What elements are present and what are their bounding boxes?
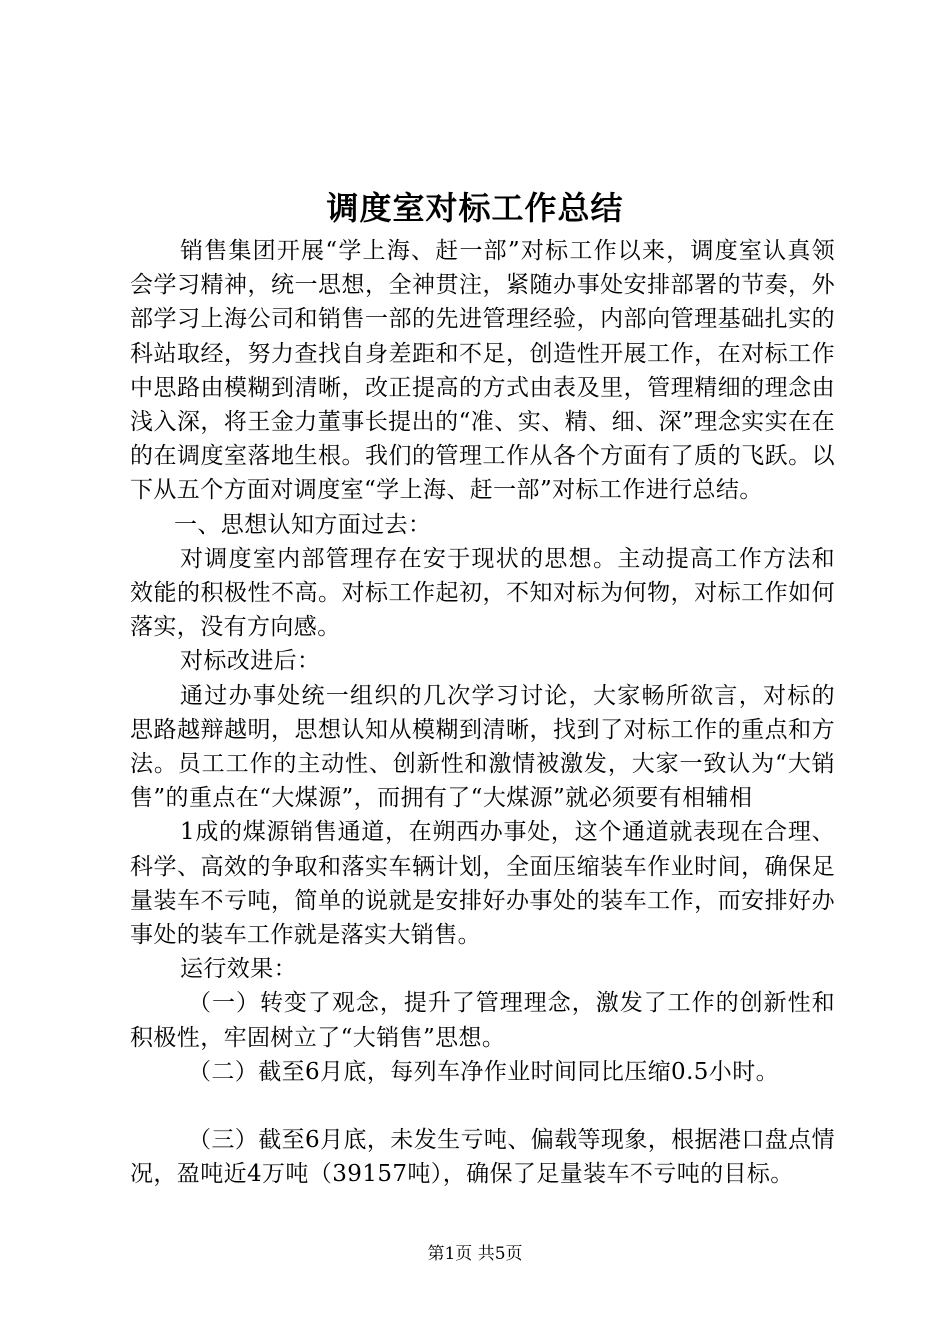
subheading-results: 运行效果： xyxy=(180,956,297,983)
document-body xyxy=(130,234,835,1191)
paragraph-channel: 1成的煤源销售通道，在朔西办事处，这个通道就表现在合理、科学、高效的争取和落实车辆计划，全面压缩装车作业时间，确保足量装车不亏吨，简单的说就是安排好办事处的装车工作，而安排好办事处的装车工作就是落实大销售。 xyxy=(130,819,835,949)
section-heading-thinking: 一、思想认知方面过去： xyxy=(174,511,432,538)
subheading-after-improvement: 对标改进后： xyxy=(180,648,321,675)
paragraph-gap xyxy=(130,1089,835,1123)
paragraph-improvement: 通过办事处统一组织的几次学习讨论，大家畅所欲言，对标的思路越辩越明，思想认知从模糊到清晰，找到了对标工作的重点和方法。员工工作的主动性、创新性和激情被激发，大家一致认为“大销售”的重点在“大煤源”，而拥有了“大煤源”就必须要有相辅相 xyxy=(130,682,835,812)
page-footer: 第1页 共5页 xyxy=(427,1244,523,1264)
paragraph-past: 对调度室内部管理存在安于现状的思想。主动提高工作方法和效能的积极性不高。对标工作起初，不知对标为何物，对标工作如何落实，没有方向感。 xyxy=(130,545,835,641)
result-item-3: （三）截至6月底，未发生亏吨、偏载等现象，根据港口盘点情况，盈吨近4万吨（39157吨），确保了足量装车不亏吨的目标。 xyxy=(130,1127,835,1188)
paragraph-intro: 销售集团开展“学上海、赶一部”对标工作以来，调度室认真领会学习精神，统一思想，全神贯注，紧随办事处安排部署的节奏，外部学习上海公司和销售一部的先进管理经验，内部向管理基础扎实的科站取经，努力查找自身差距和不足，创造性开展工作，在对标工作中思路由模糊到清晰，改正提高的方式由表及里，管理精细的理念由浅入深，将王金力董事长提出的“准、实、精、细、深”理念实实在在的在调度室落地生根。我们的管理工作从各个方面有了质的飞跃。以下从五个方面对调度室“学上海、赶一部”对标工作进行总结。 xyxy=(130,238,835,504)
result-item-2: （二）截至6月底，每列车净作业时间同比压缩0.5小时。 xyxy=(188,1058,780,1085)
document-title: 调度室对标工作总结 xyxy=(326,189,624,227)
result-item-1: （一）转变了观念，提升了管理理念，激发了工作的创新性和积极性，牢固树立了“大销售”思想。 xyxy=(130,990,835,1051)
